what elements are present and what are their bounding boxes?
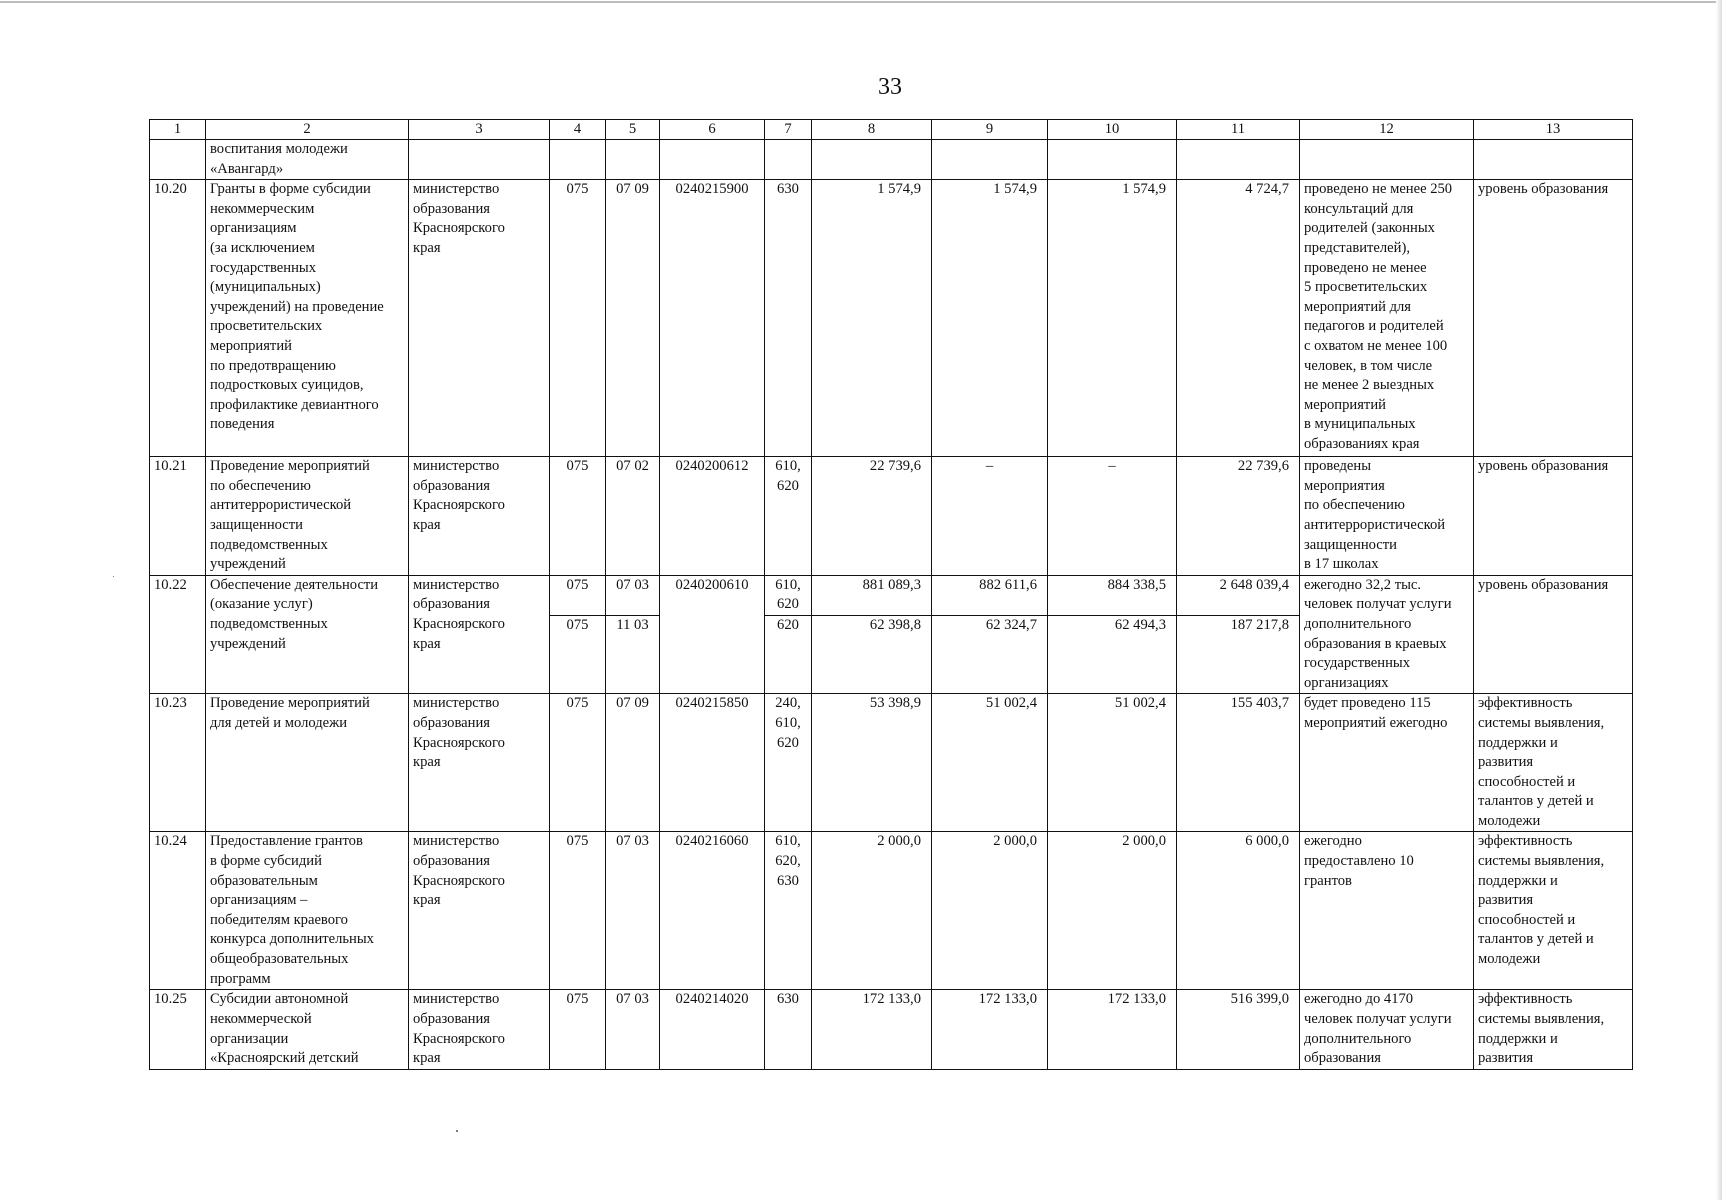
agency: министерство образования Красноярского края <box>409 832 550 990</box>
code-vr: 610, 620 <box>765 457 812 576</box>
expected-result: будет проведено 115 мероприятий ежегодно <box>1300 694 1474 832</box>
code-csr <box>660 140 765 180</box>
code-csr: 0240215900 <box>660 180 765 457</box>
code-rzpr: 07 09 <box>606 694 660 832</box>
scan-border-top <box>0 1 1722 3</box>
code-rzpr <box>606 140 660 180</box>
indicator: эффективность системы выявления, поддержки и развития способностей и талантов у детей и молодежи <box>1474 694 1633 832</box>
row-number <box>150 140 206 180</box>
table-row <box>150 990 1633 1069</box>
scan-border-right <box>1716 0 1722 1200</box>
amount-year2: 172 133,0 <box>932 990 1048 1069</box>
activity-name: Предоставление грантов в форме субсидий образовательным организациям – победителям краевого конкурса дополнительных общеобразовательных программ <box>206 832 409 990</box>
code-csr: 0240200612 <box>660 457 765 576</box>
amount-total: 187 217,8 <box>1177 616 1300 694</box>
code-rzpr: 07 02 <box>606 457 660 576</box>
table-header-row <box>150 120 1633 140</box>
code-rzpr: 07 03 <box>606 575 660 615</box>
row-number: 10.21 <box>150 457 206 576</box>
indicator: уровень образования <box>1474 457 1633 576</box>
amount-total: 6 000,0 <box>1177 832 1300 990</box>
activity-name: Субсидии автономной некоммерческой организации «Красноярский детский <box>206 990 409 1069</box>
indicator: уровень образования <box>1474 180 1633 457</box>
activity-name: Проведение мероприятий по обеспечению антитеррористической защищенности подведомственных учреждений <box>206 457 409 576</box>
amount-year3: 884 338,5 <box>1048 575 1177 615</box>
activity-name: Обеспечение деятельности (оказание услуг) подведомственных учреждений <box>206 575 409 694</box>
agency: министерство образования Красноярского края <box>409 180 550 457</box>
code-grbs: 075 <box>550 832 606 990</box>
amount-year1: 53 398,9 <box>812 694 932 832</box>
row-number: 10.23 <box>150 694 206 832</box>
table-row <box>150 694 1633 832</box>
code-csr: 0240216060 <box>660 832 765 990</box>
amount-year1: 881 089,3 <box>812 575 932 615</box>
header-cell: 13 <box>1474 120 1633 140</box>
amount-year3: 2 000,0 <box>1048 832 1177 990</box>
amount-year1: 22 739,6 <box>812 457 932 576</box>
amount-year2: 882 611,6 <box>932 575 1048 615</box>
amount-year1: 172 133,0 <box>812 990 932 1069</box>
indicator: эффективность системы выявления, поддержки и развития способностей и талантов у детей и молодежи <box>1474 832 1633 990</box>
code-grbs: 075 <box>550 694 606 832</box>
table-row <box>150 457 1633 576</box>
amount-year3: – <box>1048 457 1177 576</box>
code-vr <box>765 140 812 180</box>
code-vr: 630 <box>765 990 812 1069</box>
code-rzpr: 07 09 <box>606 180 660 457</box>
header-cell: 2 <box>206 120 409 140</box>
amount-year1: 2 000,0 <box>812 832 932 990</box>
code-rzpr: 07 03 <box>606 832 660 990</box>
program-activities-table <box>149 119 1633 1070</box>
code-grbs: 075 <box>550 457 606 576</box>
header-cell: 10 <box>1048 120 1177 140</box>
indicator <box>1474 140 1633 180</box>
amount-year2 <box>932 140 1048 180</box>
amount-year2: – <box>932 457 1048 576</box>
amount-year3: 1 574,9 <box>1048 180 1177 457</box>
table-row <box>150 140 1633 180</box>
amount-total: 155 403,7 <box>1177 694 1300 832</box>
code-vr: 610, 620, 630 <box>765 832 812 990</box>
header-cell: 12 <box>1300 120 1474 140</box>
amount-total: 22 739,6 <box>1177 457 1300 576</box>
header-cell: 4 <box>550 120 606 140</box>
code-csr: 0240200610 <box>660 575 765 615</box>
code-grbs: 075 <box>550 575 606 615</box>
scan-speck <box>113 576 114 577</box>
amount-year2: 1 574,9 <box>932 180 1048 457</box>
agency: министерство образования Красноярского края <box>409 990 550 1069</box>
code-csr-continued <box>660 616 765 694</box>
header-cell: 3 <box>409 120 550 140</box>
row-number: 10.22 <box>150 575 206 694</box>
table-row <box>150 180 1633 457</box>
row-number: 10.25 <box>150 990 206 1069</box>
amount-year1: 62 398,8 <box>812 616 932 694</box>
code-rzpr: 11 03 <box>606 616 660 694</box>
amount-total: 2 648 039,4 <box>1177 575 1300 615</box>
amount-year3: 62 494,3 <box>1048 616 1177 694</box>
expected-result: проведено не менее 250 консультаций для родителей (законных представителей), проведено не менее 5 просветительских мероприятий для педагогов и родителей с охватом не менее 100 человек, в том числе не менее 2 выездных мероприятий в муниципальных образованиях края <box>1300 180 1474 457</box>
amount-year1: 1 574,9 <box>812 180 932 457</box>
expected-result <box>1300 140 1474 180</box>
header-cell: 1 <box>150 120 206 140</box>
code-csr: 0240214020 <box>660 990 765 1069</box>
amount-year2: 2 000,0 <box>932 832 1048 990</box>
expected-result: проведены мероприятия по обеспечению антитеррористической защищенности в 17 школах <box>1300 457 1474 576</box>
expected-result: ежегодно предоставлено 10 грантов <box>1300 832 1474 990</box>
amount-total: 4 724,7 <box>1177 180 1300 457</box>
header-cell: 7 <box>765 120 812 140</box>
code-grbs: 075 <box>550 990 606 1069</box>
agency: министерство образования Красноярского края <box>409 694 550 832</box>
header-cell: 8 <box>812 120 932 140</box>
amount-year3: 172 133,0 <box>1048 990 1177 1069</box>
row-number: 10.20 <box>150 180 206 457</box>
amount-total <box>1177 140 1300 180</box>
expected-result: ежегодно до 4170 человек получат услуги дополнительного образования <box>1300 990 1474 1069</box>
page-number: 33 <box>878 74 902 100</box>
indicator: уровень образования <box>1474 575 1633 694</box>
amount-year2: 62 324,7 <box>932 616 1048 694</box>
code-vr: 240, 610, 620 <box>765 694 812 832</box>
code-grbs <box>550 140 606 180</box>
code-vr: 630 <box>765 180 812 457</box>
code-grbs: 075 <box>550 180 606 457</box>
amount-year1 <box>812 140 932 180</box>
header-cell: 9 <box>932 120 1048 140</box>
header-cell: 5 <box>606 120 660 140</box>
activity-name: Гранты в форме субсидии некоммерческим организациям (за исключением государственных (муниципальных) учреждений) на проведение просветительских мероприятий по предотвращению подростковых суицидов, профилактике девиантного поведения <box>206 180 409 457</box>
code-rzpr: 07 03 <box>606 990 660 1069</box>
agency: министерство образования Красноярского края <box>409 575 550 694</box>
header-cell: 11 <box>1177 120 1300 140</box>
amount-total: 516 399,0 <box>1177 990 1300 1069</box>
header-cell: 6 <box>660 120 765 140</box>
row-number: 10.24 <box>150 832 206 990</box>
agency: министерство образования Красноярского края <box>409 457 550 576</box>
scan-speck <box>456 1130 458 1132</box>
table-row <box>150 575 1633 615</box>
indicator: эффективность системы выявления, поддержки и развития <box>1474 990 1633 1069</box>
code-grbs: 075 <box>550 616 606 694</box>
amount-year2: 51 002,4 <box>932 694 1048 832</box>
activity-name: воспитания молодежи «Авангард» <box>206 140 409 180</box>
expected-result: ежегодно 32,2 тыс. человек получат услуги дополнительного образования в краевых государственных организациях <box>1300 575 1474 694</box>
activity-name: Проведение мероприятий для детей и молодежи <box>206 694 409 832</box>
amount-year3 <box>1048 140 1177 180</box>
code-csr: 0240215850 <box>660 694 765 832</box>
table-row <box>150 832 1633 990</box>
code-vr: 620 <box>765 616 812 694</box>
amount-year3: 51 002,4 <box>1048 694 1177 832</box>
agency <box>409 140 550 180</box>
code-vr: 610, 620 <box>765 575 812 615</box>
